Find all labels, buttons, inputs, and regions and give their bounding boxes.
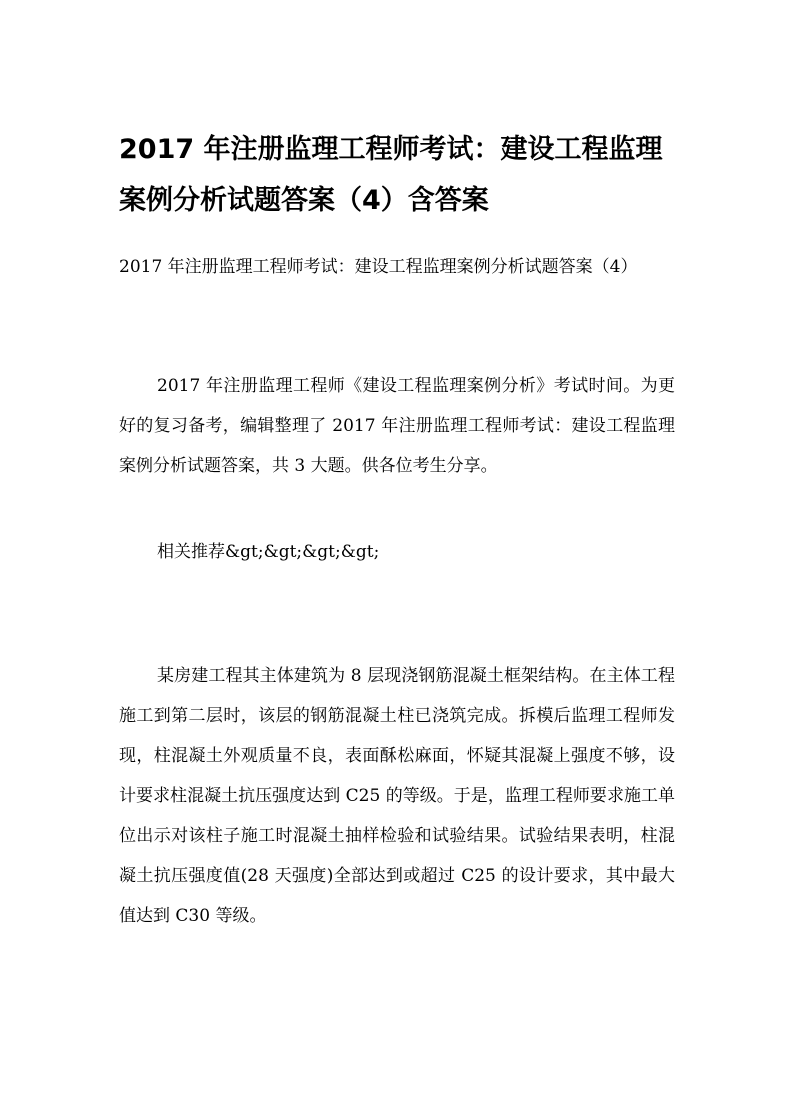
document-subtitle: 2017 年注册监理工程师考试：建设工程监理案例分析试题答案（4）	[119, 257, 638, 277]
document-title: 2017 年注册监理工程师考试：建设工程监理案例分析试题答案（4）含答案	[119, 134, 663, 216]
related-recommendation: 相关推荐&gt;&gt;&gt;&gt;	[157, 542, 380, 562]
case-description-paragraph: 某房建工程其主体建筑为 8 层现浇钢筋混凝土框架结构。在主体工程施工到第二层时，该层的钢筋混凝土柱已浇筑完成。拆模后监理工程师发现，柱混凝土外观质量不良，表面酥松麻面，怀疑其混凝上强度不够，设计要求柱混凝土抗压强度达到 C25 的等级。于是，监理工程师要求施工单位出示对该柱子施工时混凝土抽样检验和试验结果。试验结果表明，柱混凝土抗压强度值(28 天强度)全部达到或超过 C25 的设计要求，其中最大值达到 C30 等级。	[119, 666, 675, 926]
intro-paragraph: 2017 年注册监理工程师《建设工程监理案例分析》考试时间。为更好的复习备考，编辑整理了 2017 年注册监理工程师考试：建设工程监理案例分析试题答案，共 3 大题。供各位考生分享。	[119, 376, 675, 476]
